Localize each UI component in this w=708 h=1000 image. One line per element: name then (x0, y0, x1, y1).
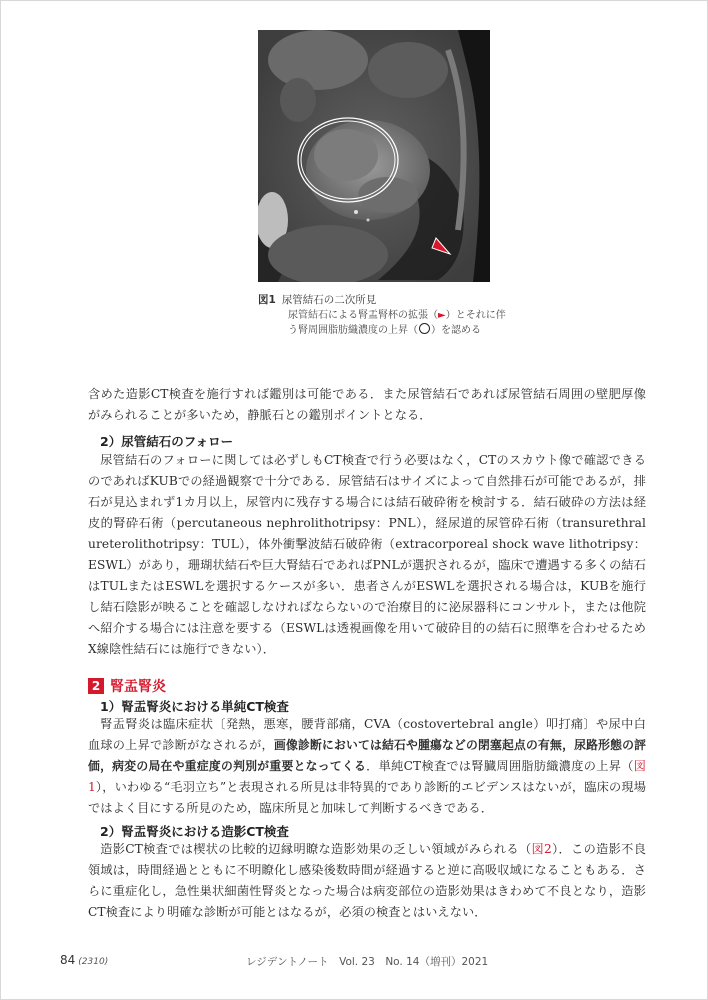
figure-caption-body (258, 309, 508, 338)
figure-1-reference-link[interactable]: 図1 (88, 759, 646, 794)
figure-2-reference-link[interactable]: 図2 (531, 842, 552, 856)
subheading-ureteral-stone-followup: 2）尿管結石のフォロー (100, 434, 234, 449)
text-run: ）．この造影不良領域は，時間経過とともに不明瞭化し感染後数時間が経過すると逆に高吸収域になることもある．さらに重症化し，急性巣状細菌性腎炎となった場合は病変部位の造影効果はきわめて不良となり，造影CT検査により明確な診断が可能とはなるが，必須の検査とはいえない． (88, 842, 646, 919)
subheading-plain-ct: 1）腎盂腎炎における単純CT検査 (100, 699, 289, 714)
page-number-sub: (2310) (78, 957, 109, 967)
caption-text: 尿管結石による腎盂腎杯の拡張（ (288, 310, 438, 321)
caption-text: ）を認める (431, 325, 481, 336)
ct-scan-image (258, 30, 490, 282)
paragraph-text: 尿管結石のフォローに関しては必ずしもCT検査で行う必要はなく，CTのスカウト像で確認できるのであればKUBでの経過観察で十分である．尿管結石はサイズによって自然排石が可能であるが，排石が見込まれず1カ月以上，尿管内に残存する場合には結石破砕術を検討する．結石破砕の方法は経皮的腎砕石術（percutaneous nephrolithotripsy：PNL），経尿道的尿管砕石術（transurethral ureterolithotripsy：TUL），体外衝撃波結石破砕術（extracorporeal shock wave lithotripsy：ESWL）があり，珊瑚状結石や巨大腎結石であればPNLが選択されるが，臨床で遭遇する多くの結石はTULまたはESWLを選択するケースが多い．患者さんがESWLを選択される場合は，KUBを施行し結石陰影が映ることを確認しなければならないので治療目的に泌尿器科にコンサルト，または他院へ紹介する場合には注意を要する（ESWLは透視画像を用いて破砕目的の結石に照準を合わせるためX線陰性結石には施行できない）． (88, 453, 646, 656)
page-footer (60, 953, 489, 968)
circle-icon (419, 323, 430, 334)
section-title: 腎盂腎炎 (110, 679, 166, 695)
caption-title-line (258, 293, 508, 307)
subheading-contrast-ct: 2）腎盂腎炎における造影CT検査 (100, 824, 289, 839)
text-run: 造影CT検査では楔状の比較的辺縁明瞭な造影効果の乏しい領域がみられる（ (100, 842, 532, 856)
paragraph-4 (88, 839, 646, 923)
paragraph-1 (88, 384, 646, 426)
paragraph-text: 含めた造影CT検査を施行すれば鑑別は可能である．また尿管結石であれば尿管結石周囲の壁肥厚像がみられることが多いため，静脈石との鑑別ポイントとなる． (88, 387, 646, 422)
figure-caption (258, 293, 508, 338)
figure-label: 図1 (258, 294, 276, 306)
paragraph-3 (88, 714, 646, 819)
paragraph-text (88, 839, 646, 923)
text-run: ），いわゆる“毛羽立ち”と表現される所見は非特異的であり診断的エビデンスはないが，臨床の現場ではよく目にする所見のため，臨床所見と加味して判断するべきである． (88, 780, 646, 815)
section-heading-pyelonephritis (88, 676, 166, 696)
page-number: 84 (60, 953, 76, 967)
text-run: 腎盂腎炎は臨床症状〔発熱，悪寒，腰背部痛，CVA（costovertebral angle）叩打痛〕や尿中白血球の上昇で診断がなされるが， (88, 717, 646, 752)
bold-text-run: 画像診断においては結石や腫瘍などの閉塞起点の有無，尿路形態の評価，病変の局在や重症度の判別が重要となってくる (88, 738, 646, 773)
ct-figure (258, 30, 490, 282)
paragraph-text (88, 714, 646, 819)
caption-text: ）とそれに伴う腎周囲脂肪織濃度の上昇（ (288, 310, 506, 336)
section-number: 2 (88, 678, 104, 694)
paragraph-2 (88, 450, 646, 660)
figure-title: 尿管結石の二次所見 (281, 294, 377, 306)
text-run: ．単純CT検査では腎臓周囲脂肪織濃度の上昇（ (366, 759, 634, 773)
arrowhead-icon: ► (438, 310, 446, 321)
journal-citation: レジデントノート Vol. 23 No. 14（増刊）2021 (246, 956, 489, 968)
